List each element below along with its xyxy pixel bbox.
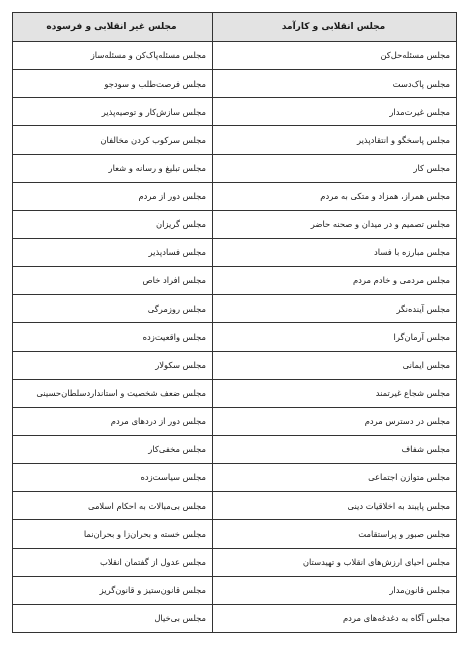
cell-non-revolutionary: مجلس افراد خاص <box>13 267 213 295</box>
cell-revolutionary: مجلس پایبند به اخلاقیات دینی <box>213 492 457 520</box>
cell-revolutionary: مجلس آرمان‌گرا <box>213 323 457 351</box>
cell-revolutionary: مجلس آگاه به دغدغه‌های مردم <box>213 604 457 632</box>
cell-non-revolutionary: مجلس فرصت‌طلب و سودجو <box>13 70 213 98</box>
cell-non-revolutionary: مجلس عدول از گفتمان انقلاب <box>13 548 213 576</box>
cell-revolutionary: مجلس شجاع غیرتمند <box>213 379 457 407</box>
cell-revolutionary: مجلس شفاف <box>213 435 457 463</box>
cell-revolutionary: مجلس صبور و پراستقامت <box>213 520 457 548</box>
cell-revolutionary: مجلس کار <box>213 154 457 182</box>
table-row <box>13 70 457 98</box>
table-row <box>13 604 457 632</box>
cell-revolutionary: مجلس قانون‌مدار <box>213 576 457 604</box>
cell-non-revolutionary: مجلس دور از دردهای مردم <box>13 407 213 435</box>
table-row <box>13 238 457 266</box>
header-non-revolutionary-parliament: مجلس غیر انقلابی و فرسوده <box>13 13 213 42</box>
table-row <box>13 435 457 463</box>
cell-revolutionary: مجلس پاک‌دست <box>213 70 457 98</box>
cell-revolutionary: مجلس تصمیم و در میدان و صحنه حاضر <box>213 210 457 238</box>
cell-revolutionary: مجلس مردمی و خادم مردم <box>213 267 457 295</box>
table-row <box>13 154 457 182</box>
cell-revolutionary: مجلس در دسترس مردم <box>213 407 457 435</box>
cell-non-revolutionary: مجلس فسادپذیر <box>13 238 213 266</box>
cell-revolutionary: مجلس احیای ارزش‌های انقلاب و تهیدستان <box>213 548 457 576</box>
table-row <box>13 464 457 492</box>
table-row <box>13 379 457 407</box>
cell-non-revolutionary: مجلس روزمرگی <box>13 295 213 323</box>
table-row <box>13 323 457 351</box>
table-body <box>13 42 457 633</box>
cell-non-revolutionary: مجلس واقعیت‌زده <box>13 323 213 351</box>
cell-revolutionary: مجلس ایمانی <box>213 351 457 379</box>
table-header-row <box>13 13 457 42</box>
cell-non-revolutionary: مجلس ضعف شخصیت و استاندارد‌سلطان‌حسینی <box>13 379 213 407</box>
table-row <box>13 520 457 548</box>
table-row <box>13 407 457 435</box>
cell-revolutionary: مجلس پاسخگو و انتقادپذیر <box>213 126 457 154</box>
cell-non-revolutionary: مجلس بی‌مبالات به احکام اسلامی <box>13 492 213 520</box>
cell-non-revolutionary: مجلس مسئله‌پاک‌کن و مسئله‌ساز <box>13 42 213 70</box>
comparison-table <box>12 12 457 633</box>
comparison-table-container <box>12 12 456 633</box>
cell-non-revolutionary: مجلس سکولار <box>13 351 213 379</box>
table-row <box>13 492 457 520</box>
cell-revolutionary: مجلس همراز، همزاد و متکی به مردم <box>213 182 457 210</box>
cell-non-revolutionary: مجلس مخفی‌کار <box>13 435 213 463</box>
cell-non-revolutionary: مجلس سازش‌کار و توصیه‌پذیر <box>13 98 213 126</box>
table-row <box>13 126 457 154</box>
table-row <box>13 182 457 210</box>
cell-revolutionary: مجلس غیرت‌مدار <box>213 98 457 126</box>
cell-revolutionary: مجلس مسئله‌حل‌کن <box>213 42 457 70</box>
cell-non-revolutionary: مجلس بی‌خیال <box>13 604 213 632</box>
cell-revolutionary: مجلس آینده‌نگر <box>213 295 457 323</box>
cell-non-revolutionary: مجلس گریزان <box>13 210 213 238</box>
header-revolutionary-parliament: مجلس انقلابی و کارآمد <box>213 13 457 42</box>
table-row <box>13 42 457 70</box>
cell-non-revolutionary: مجلس تبلیغ و رسانه و شعار <box>13 154 213 182</box>
table-row <box>13 576 457 604</box>
cell-non-revolutionary: مجلس سرکوب کردن مخالفان <box>13 126 213 154</box>
cell-non-revolutionary: مجلس خسته و بحران‌زا و بحران‌نما <box>13 520 213 548</box>
table-row <box>13 210 457 238</box>
cell-non-revolutionary: مجلس سیاست‌زده <box>13 464 213 492</box>
cell-non-revolutionary: مجلس قانون‌ستیز و قانون‌گریز <box>13 576 213 604</box>
table-row <box>13 267 457 295</box>
cell-non-revolutionary: مجلس دور از مردم <box>13 182 213 210</box>
table-row <box>13 351 457 379</box>
table-row <box>13 548 457 576</box>
cell-revolutionary: مجلس مبارزه با فساد <box>213 238 457 266</box>
cell-revolutionary: مجلس متوازن اجتماعی <box>213 464 457 492</box>
table-row <box>13 295 457 323</box>
table-row <box>13 98 457 126</box>
